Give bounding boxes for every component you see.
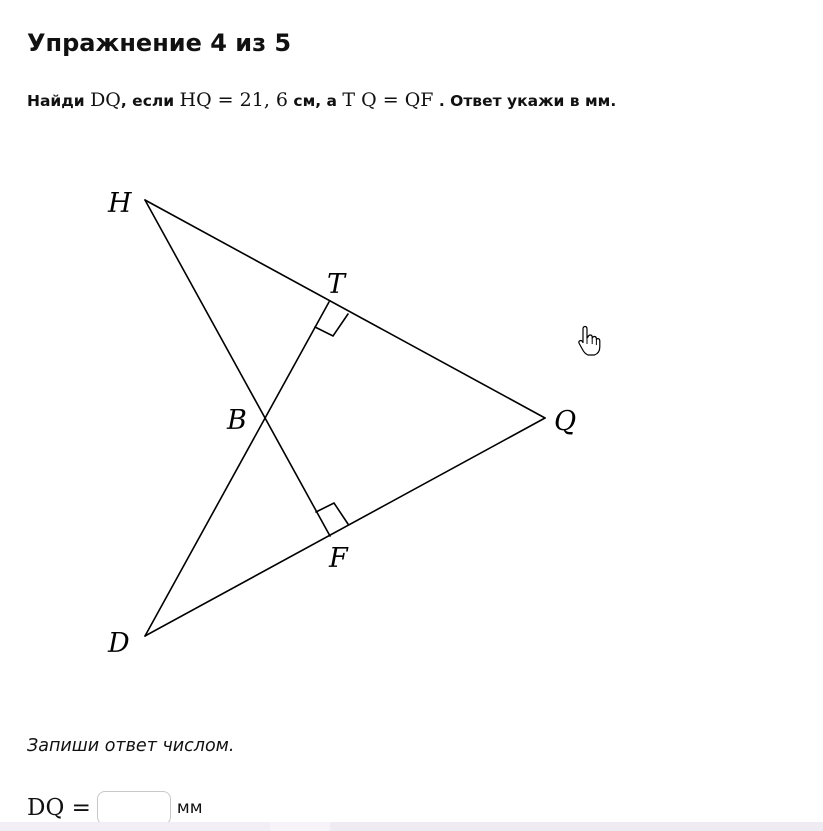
geometry-figure: [0, 150, 823, 690]
answer-variable-label: DQ =: [27, 795, 91, 821]
point-label-h: H: [108, 188, 132, 219]
exercise-title: Упражнение 4 из 5: [27, 29, 292, 57]
task-statement: [27, 86, 616, 115]
answer-input[interactable]: [97, 791, 171, 825]
hand-pointer-icon: [577, 325, 601, 357]
point-label-f: F: [329, 543, 348, 574]
task-target-var: DQ: [90, 89, 121, 111]
point-label-q: Q: [554, 406, 577, 437]
answer-unit: мм: [176, 798, 203, 818]
task-suffix: . Ответ укажи в мм.: [433, 92, 617, 110]
geometry-diagram: [0, 150, 823, 690]
task-condition-equation: T Q = QF: [342, 89, 434, 111]
point-label-b: B: [227, 405, 247, 436]
task-prefix: Найди: [27, 92, 91, 110]
task-unit-cm: см, а: [288, 92, 343, 110]
bottom-strip-segment: [330, 822, 823, 831]
point-label-d: D: [108, 628, 130, 659]
bottom-strip: [0, 822, 823, 831]
task-given-equation: HQ = 21, 6: [179, 89, 288, 111]
bottom-strip-segment: [270, 822, 330, 831]
task-text-if: , если: [120, 92, 180, 110]
bottom-strip-segment: [0, 822, 270, 831]
answer-hint: Запиши ответ числом.: [27, 736, 235, 756]
point-label-t: T: [327, 269, 346, 300]
